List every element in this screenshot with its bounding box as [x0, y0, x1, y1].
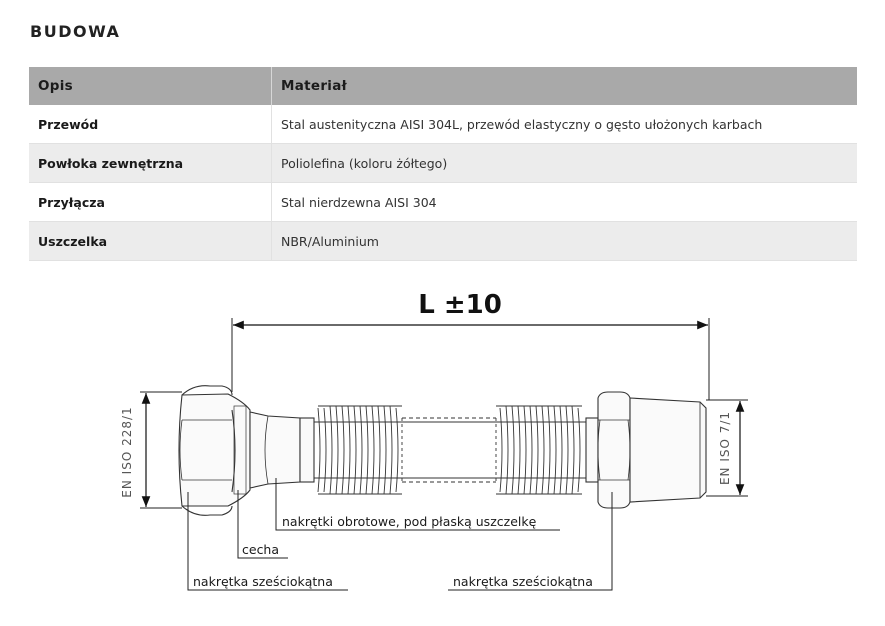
left-thread-dimension	[120, 392, 182, 508]
column-header-material: Materiał	[272, 67, 858, 105]
callout-hex-nut-right: nakrętka sześciokątna	[453, 574, 593, 589]
length-dimension	[232, 290, 709, 400]
row-label: Uszczelka	[29, 222, 272, 261]
swivel-shaft	[250, 412, 314, 488]
row-label: Powłoka zewnętrzna	[29, 144, 272, 183]
callout-swivel-nut: nakrętki obrotowe, pod płaską uszczelkę	[282, 514, 537, 529]
column-header-description: Opis	[29, 67, 272, 105]
row-value: Stal nierdzewna AISI 304	[272, 183, 858, 222]
corrugated-hose	[314, 406, 596, 494]
length-label: L ±10	[418, 290, 502, 320]
right-thread-end	[630, 398, 706, 502]
callout-hex-nut-left: nakrętka sześciokątna	[193, 574, 333, 589]
callout-marking: cecha	[242, 542, 280, 557]
row-value: Poliolefina (koloru żółtego)	[272, 144, 858, 183]
left-standard-label: EN ISO 228/1	[120, 406, 134, 498]
row-label: Przewód	[29, 105, 272, 144]
row-value: NBR/Aluminium	[272, 222, 858, 261]
left-hex-nut	[179, 386, 254, 516]
right-standard-label: EN ISO 7/1	[718, 410, 732, 486]
right-hex-nut	[586, 392, 630, 508]
right-thread-dimension	[706, 400, 748, 496]
section-title: BUDOWA	[30, 22, 121, 41]
row-value: Stal austenityczna AISI 304L, przewód elastyczny o gęsto ułożonych karbach	[272, 105, 858, 144]
row-label: Przyłącza	[29, 183, 272, 222]
